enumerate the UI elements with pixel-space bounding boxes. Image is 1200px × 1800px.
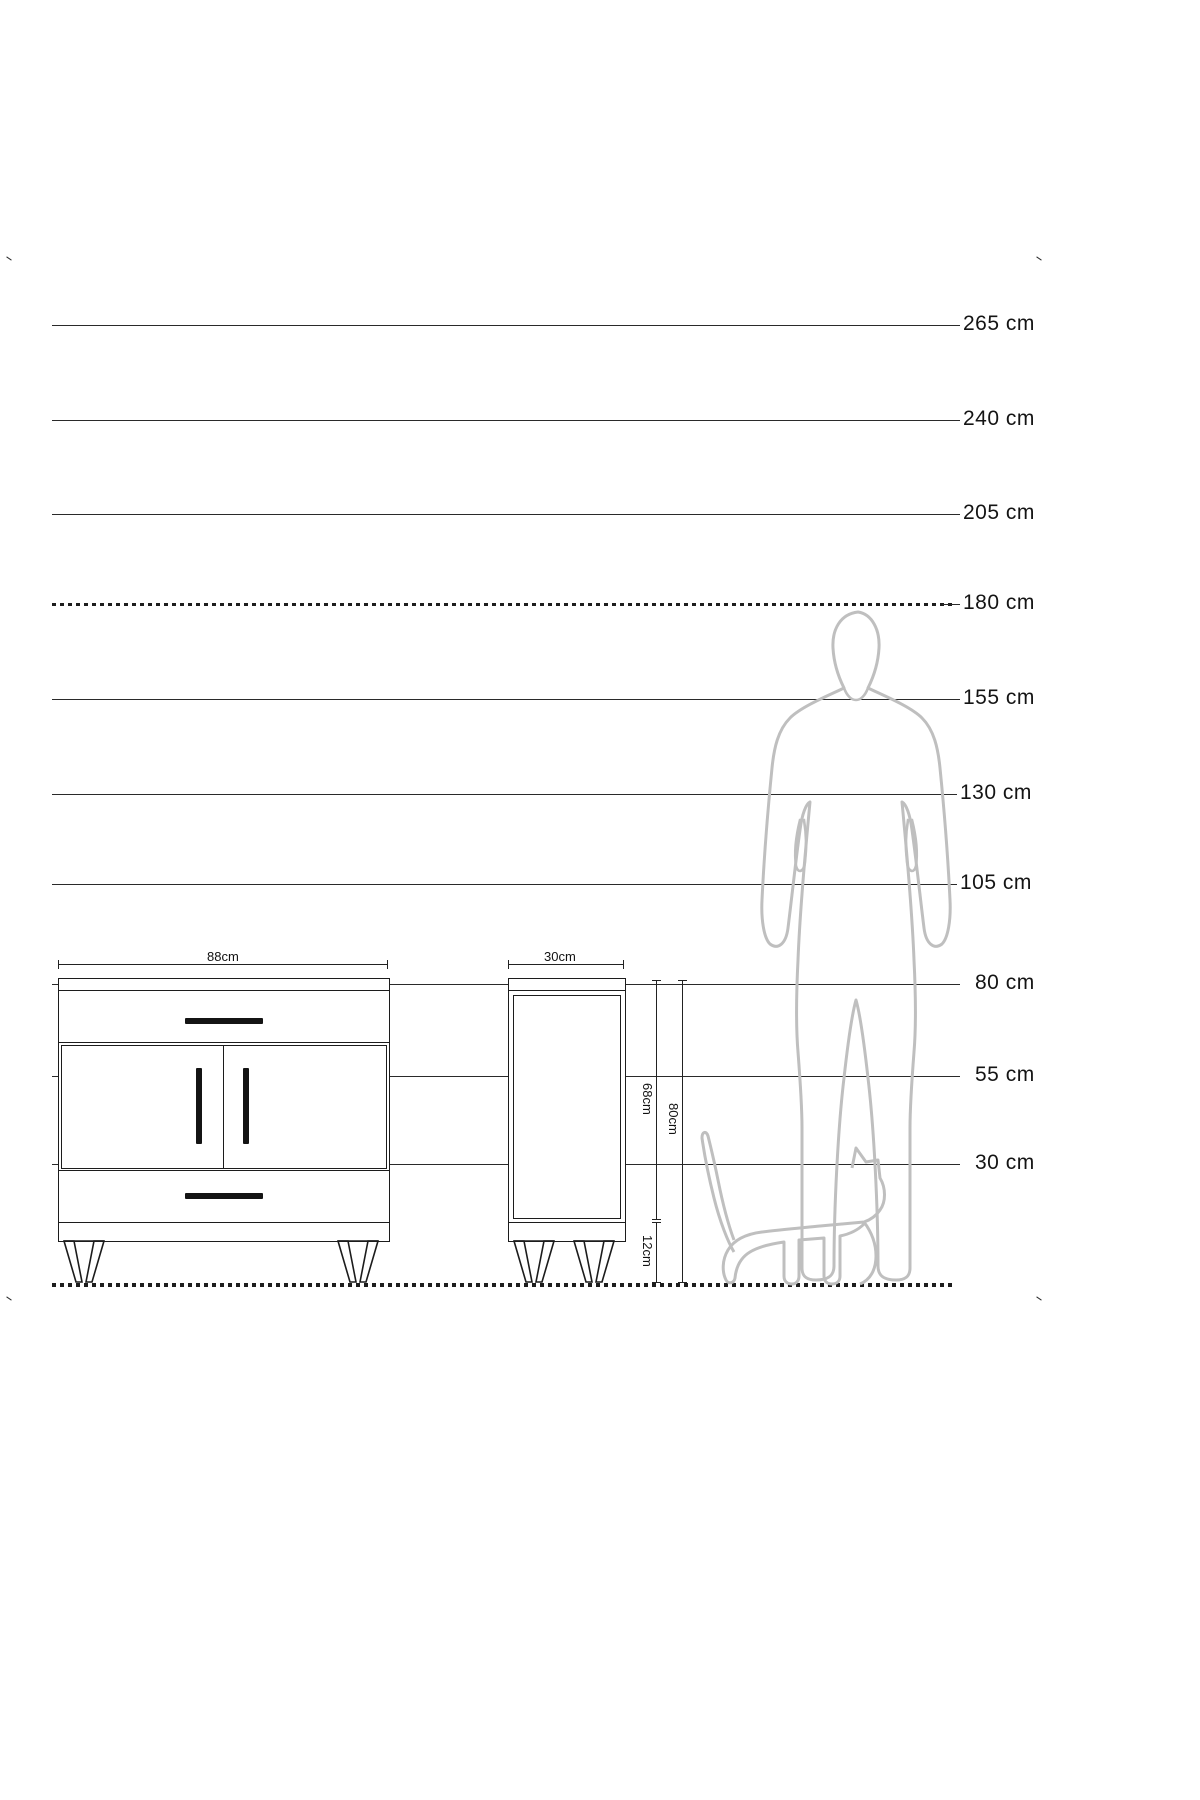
sideboard-base-rail bbox=[58, 1222, 390, 1242]
cat-silhouette bbox=[700, 1130, 900, 1288]
scale-line-180 bbox=[0, 591, 1200, 614]
scale-line-105 bbox=[0, 871, 1200, 894]
cabinet-leg-right bbox=[572, 1240, 618, 1284]
scale-label-240: 240 cm bbox=[963, 407, 1035, 430]
dim-cabinet-width bbox=[508, 949, 624, 965]
scale-label-205: 205 cm bbox=[963, 501, 1035, 524]
scale-line-130 bbox=[0, 781, 1200, 804]
sideboard-drawer-bottom-handle[interactable] bbox=[185, 1193, 263, 1199]
dim-sideboard-width bbox=[58, 949, 388, 965]
sideboard-door-right-handle[interactable] bbox=[243, 1068, 249, 1144]
sideboard-drawer-top-handle[interactable] bbox=[185, 1018, 263, 1024]
scale-label-80: 80 cm bbox=[975, 971, 1035, 994]
dim-leg-height bbox=[640, 1222, 657, 1283]
scale-label-155: 155 cm bbox=[963, 686, 1035, 709]
dim-label-12cm: 12cm bbox=[640, 1232, 655, 1270]
scale-label-265: 265 cm bbox=[963, 312, 1035, 335]
scale-label-105: 105 cm bbox=[960, 871, 1032, 894]
dim-label-80cm: 80cm bbox=[666, 1100, 681, 1138]
scale-line-155 bbox=[0, 686, 1200, 709]
scale-label-180: 180 cm bbox=[963, 591, 1035, 614]
corner-tick-bottom-right bbox=[1036, 1298, 1043, 1305]
cabinet-leg-left bbox=[512, 1240, 558, 1284]
scale-label-130: 130 cm bbox=[960, 781, 1032, 804]
scale-line-240 bbox=[0, 407, 1200, 430]
corner-tick-bottom-left bbox=[6, 1298, 13, 1305]
sideboard-leg-left bbox=[62, 1240, 108, 1284]
dim-cabinet-total-height bbox=[666, 980, 683, 1283]
corner-tick-top-left bbox=[6, 258, 13, 265]
sideboard-leg-right bbox=[336, 1240, 382, 1284]
scale-line-205 bbox=[0, 501, 1200, 524]
cabinet-base-rail bbox=[508, 1222, 626, 1242]
scale-label-30: 30 cm bbox=[975, 1151, 1035, 1174]
corner-tick-top-right bbox=[1036, 258, 1043, 265]
sideboard-drawer-top bbox=[58, 990, 390, 1044]
cabinet-door-inner bbox=[513, 995, 621, 1219]
dim-label-30cm: 30cm bbox=[540, 949, 580, 964]
dim-label-68cm: 68cm bbox=[640, 1080, 655, 1118]
dim-label-88cm: 88cm bbox=[203, 949, 243, 964]
sideboard-door-left-handle[interactable] bbox=[196, 1068, 202, 1144]
scale-line-265 bbox=[0, 312, 1200, 335]
scale-label-55: 55 cm bbox=[975, 1063, 1035, 1086]
dim-cabinet-body-height bbox=[640, 980, 657, 1220]
